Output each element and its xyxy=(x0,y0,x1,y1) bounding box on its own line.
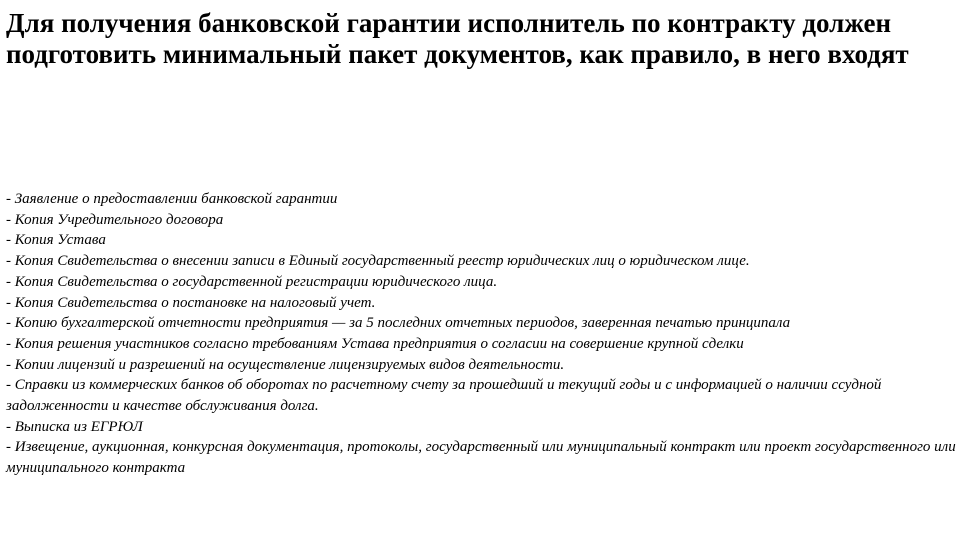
list-item: - Копии лицензий и разрешений на осуществление лицензируемых видов деятельности. xyxy=(6,356,565,373)
list-item: - Выписка из ЕГРЮЛ xyxy=(6,418,143,435)
slide-title: Для получения банковской гарантии исполнитель по контракту должен подготовить минимальный пакет документов, как правило, в него входят xyxy=(6,8,909,69)
list-item: - Копия Учредительного договора xyxy=(6,211,224,228)
list-item: - Заявление о предоставлении банковской гарантии xyxy=(6,191,338,207)
list-item: - Копию бухгалтерской отчетности предприятия — за 5 последних отчетных периодов, заверенная печатью принципала xyxy=(6,315,791,332)
list-item: - Копия Свидетельства о постановке на налоговый учет. xyxy=(6,294,376,311)
list-item: - Копия Свидетельства о государственной регистрации юридического лица. xyxy=(6,273,498,290)
list-item: - Копия решения участников согласно требованиям Устава предприятия о согласии на совершение крупной сделки xyxy=(6,335,744,352)
document-list xyxy=(6,189,956,479)
list-item: - Копия Свидетельства о внесении записи в Единый государственный реестр юридических лиц о юридическом лице. xyxy=(6,253,750,270)
list-item: - Копия Устава xyxy=(6,232,106,249)
list-item: - Справки из коммерческих банков об оборотах по расчетному счету за прошедший и текущий годы и с информацией о наличии ссудной задолженности и качестве обслуживания долга. xyxy=(6,377,882,415)
list-item: - Извещение, аукционная, конкурсная документация, протоколы, государственный или муниципальный контракт или проект государственного или муниципального контракта xyxy=(6,439,956,477)
